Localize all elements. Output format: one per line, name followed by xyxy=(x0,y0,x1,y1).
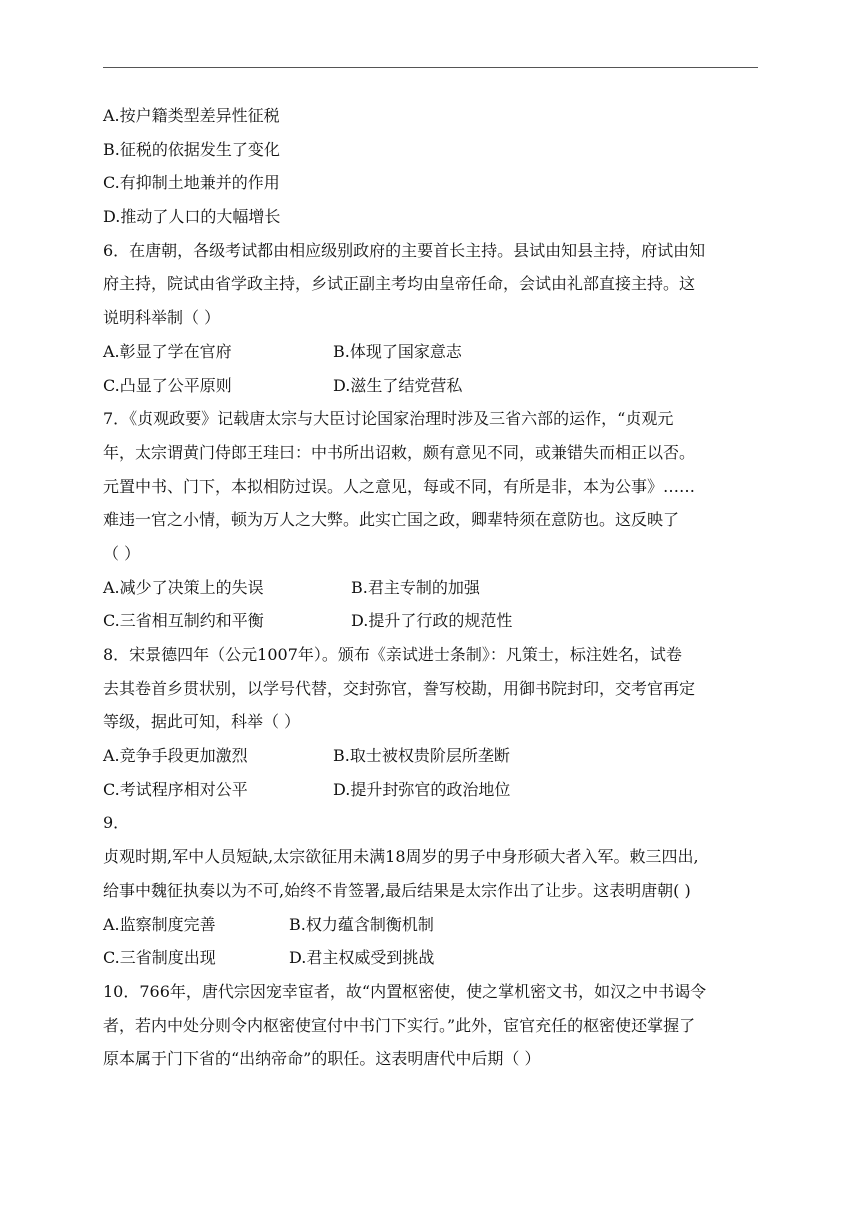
question-10 xyxy=(103,975,763,1076)
q5-options xyxy=(103,99,763,234)
q7-stem-line-3: 元置中书、门下，本拟相防过误。人之意见，每或不同，有所是非，本为公事》…… xyxy=(103,476,696,496)
q7-options-row-2 xyxy=(103,604,763,638)
q8-option-c: C.考试程序相对公平 xyxy=(103,779,248,799)
q6-options-row-1 xyxy=(103,335,763,369)
q8-option-d: D.提升封弥官的政治地位 xyxy=(333,779,511,799)
q6-option-b: B.体现了国家意志 xyxy=(333,341,462,361)
q9-stem-line-1: 贞观时期,军中人员短缺,太宗欲征用未满18周岁的男子中身形硕大者入军。敕三四出, xyxy=(103,847,699,867)
q9-option-a: A.监察制度完善 xyxy=(103,914,216,934)
q8-option-a: A.竞争手段更加激烈 xyxy=(103,746,248,766)
q9-number: 9． xyxy=(103,813,130,833)
q7-stem-line-5: （ ） xyxy=(103,543,141,563)
q8-stem-line-2: 去其卷首乡贯状别，以学号代替，交封弥官，誊写校勘，用御书院封印，交考官再定 xyxy=(103,678,696,698)
q6-option-c: C.凸显了公平原则 xyxy=(103,375,232,395)
q10-stem-line-1: 10．766年，唐代宗因宠幸宦者，故“内置枢密使，使之掌机密文书，如汉之中书谒令 xyxy=(103,981,707,1001)
q8-options-row-1 xyxy=(103,739,763,773)
q6-options-row-2 xyxy=(103,369,763,403)
q9-option-d: D.君主权威受到挑战 xyxy=(289,948,435,968)
q9-options-row-2 xyxy=(103,941,763,975)
q5-option-d: D.推动了人口的大幅增长 xyxy=(103,207,281,227)
q7-option-b: B.君主专制的加强 xyxy=(351,577,480,597)
question-6 xyxy=(103,234,763,402)
q7-option-a: A.减少了决策上的失误 xyxy=(103,577,264,597)
q6-stem-line-1: 6．在唐朝，各级考试都由相应级别政府的主要首长主持。县试由知县主持，府试由知 xyxy=(103,240,706,260)
q9-options-row-1 xyxy=(103,908,763,942)
q7-stem-line-4: 难违一官之小情，顿为万人之大弊。此实亡国之政，卿辈特须在意防也。这反映了 xyxy=(103,510,680,530)
q9-option-b: B.权力蕴含制衡机制 xyxy=(289,914,434,934)
header-rule xyxy=(103,67,758,68)
q6-option-d: D.滋生了结党营私 xyxy=(333,375,463,395)
q5-option-a: A.按户籍类型差异性征税 xyxy=(103,106,280,125)
q7-option-d: D.提升了行政的规范性 xyxy=(351,611,513,631)
q8-stem-line-1: 8．宋景德四年（公元1007年）。颁布《亲试进士条制》：凡策士，标注姓名，试卷 xyxy=(103,645,682,664)
question-9 xyxy=(103,806,763,974)
q9-stem-line-2: 给事中魏征执奏以为不可,始终不肯签署,最后结果是太宗作出了让步。这表明唐朝( ) xyxy=(103,880,691,900)
q10-stem-line-3: 原本属于门下省的“出纳帝命”的职任。这表明唐代中后期（ ） xyxy=(103,1049,541,1069)
q8-stem-line-3: 等级，据此可知，科举（ ） xyxy=(103,712,301,732)
q8-option-b: B.取士被权贵阶层所垄断 xyxy=(333,746,510,766)
q7-stem-line-1: 7．《贞观政要》记载唐太宗与大臣讨论国家治理时涉及三省六部的运作，“贞观元 xyxy=(103,409,674,429)
q9-option-c: C.三省制度出现 xyxy=(103,948,216,968)
q7-stem-line-2: 年，太宗谓黄门侍郎王珪曰：中书所出诏敕，颇有意见不同，或兼错失而相正以否。 xyxy=(103,442,696,462)
q6-stem-line-2: 府主持，院试由省学政主持，乡试正副主考均由皇帝任命，会试由礼部直接主持。这 xyxy=(103,274,696,294)
q5-option-b: B.征税的依据发生了变化 xyxy=(103,139,280,159)
q6-stem-line-3: 说明科举制（ ） xyxy=(103,308,221,328)
q6-option-a: A.彰显了学在官府 xyxy=(103,341,232,361)
q8-options-row-2 xyxy=(103,773,763,807)
q5-option-c: C.有抑制土地兼并的作用 xyxy=(103,173,280,193)
q7-options-row-1 xyxy=(103,571,763,605)
question-7 xyxy=(103,402,763,638)
document-body xyxy=(103,99,763,1076)
question-8 xyxy=(103,638,763,806)
q10-stem-line-2: 者，若内中处分则令内枢密使宣付中书门下实行。”此外，宦官充任的枢密使还掌握了 xyxy=(103,1015,696,1035)
q7-option-c: C.三省相互制约和平衡 xyxy=(103,611,264,631)
